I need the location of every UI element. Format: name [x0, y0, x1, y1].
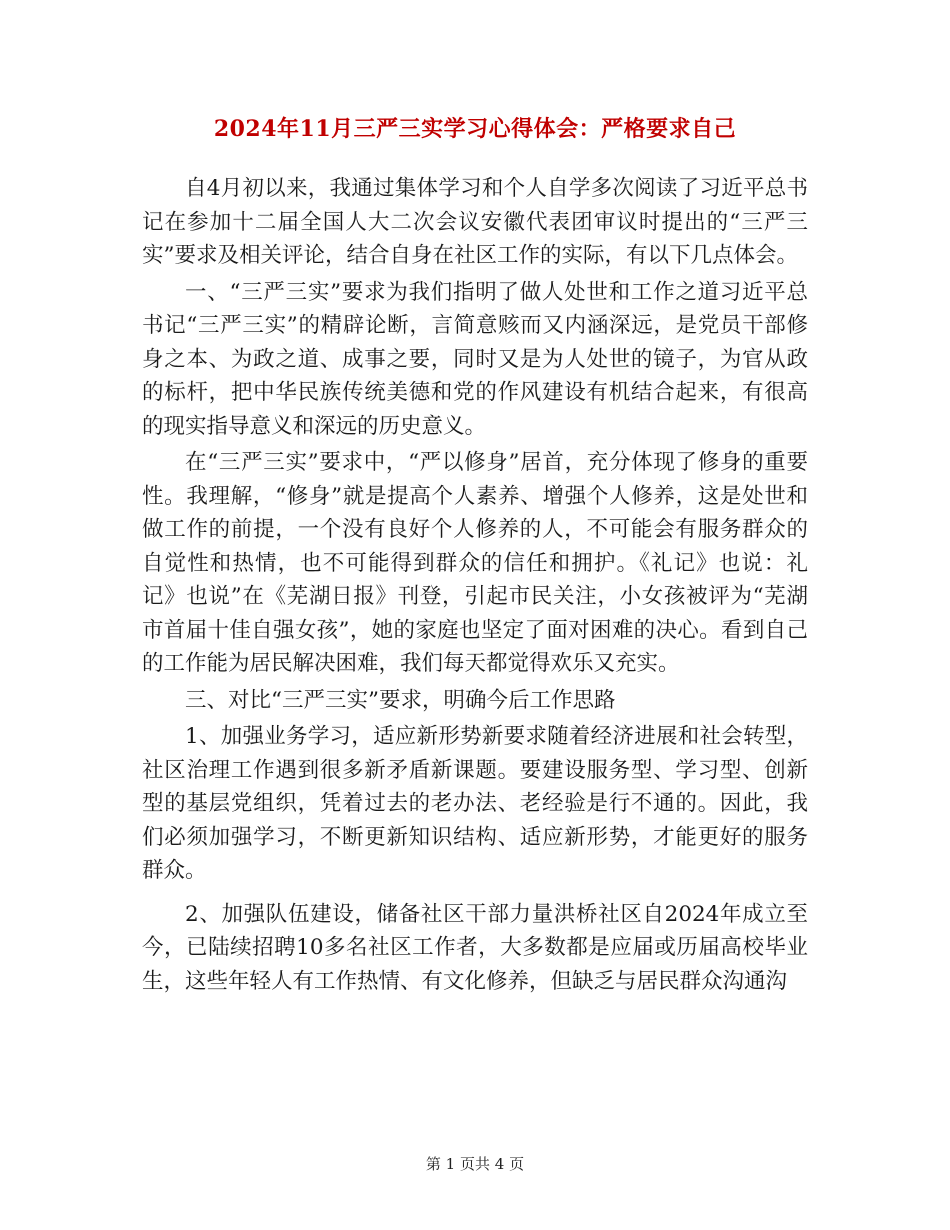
- paragraph-section-one: 一、“三严三实”要求为我们指明了做人处世和工作之道习近平总书记“三严三实”的精辟论断，言简意赅而又内涵深远，是党员干部修身之本、为政之道、成事之要，同时又是为人处世的镜子，为官从政的标杆，把中华民族传统美德和党的作风建设有机结合起来，有很高的现实指导意义和深远的历史意义。: [142, 279, 808, 439]
- document-title: 2024年11月三严三实学习心得体会：严格要求自己: [213, 116, 737, 142]
- document-body: [142, 172, 808, 998]
- page-number-footer: 第 1 页共 4 页: [425, 1155, 525, 1173]
- paragraph-section-three-heading: 三、对比“三严三实”要求，明确今后工作思路: [185, 687, 616, 713]
- paragraph-intro: 自4月初以来，我通过集体学习和个人自学多次阅读了习近平总书记在参加十二届全国人大二次会议安徽代表团审议时提出的“三严三实”要求及相关评论，结合自身在社区工作的实际，有以下几点体会。: [142, 176, 808, 268]
- paragraph-point-two: 2、加强队伍建设，储备社区干部力量洪桥社区自2024年成立至今，已陆续招聘10多名社区工作者，大多数都是应届或历届高校毕业生，这些年轻人有工作热情、有文化修养，但缺乏与居民群众沟通沟: [142, 901, 808, 994]
- paragraph-point-one: 1、加强业务学习，适应新形势新要求随着经济进展和社会转型，社区治理工作遇到很多新矛盾新课题。要建设服务型、学习型、创新型的基层党组织，凭着过去的老办法、老经验是行不通的。因此，我们必须加强学习，不断更新知识结构、适应新形势，才能更好的服务群众。: [142, 724, 808, 883]
- paragraph-self-cultivation: 在“三严三实”要求中，“严以修身”居首，充分体现了修身的重要性。我理解，“修身”就是提高个人素养、增强个人修养，这是处世和做工作的前提，一个没有良好个人修养的人，不可能会有服务群众的自觉性和热情，也不可能得到群众的信任和拥护。《礼记》也说：礼记》也说”在《芜湖日报》刊登，引起市民关注，小女孩被评为“芜湖市首届十佳自强女孩”，她的家庭也坚定了面对困难的决心。看到自己的工作能为居民解决困难，我们每天都觉得欢乐又充实。: [142, 450, 808, 676]
